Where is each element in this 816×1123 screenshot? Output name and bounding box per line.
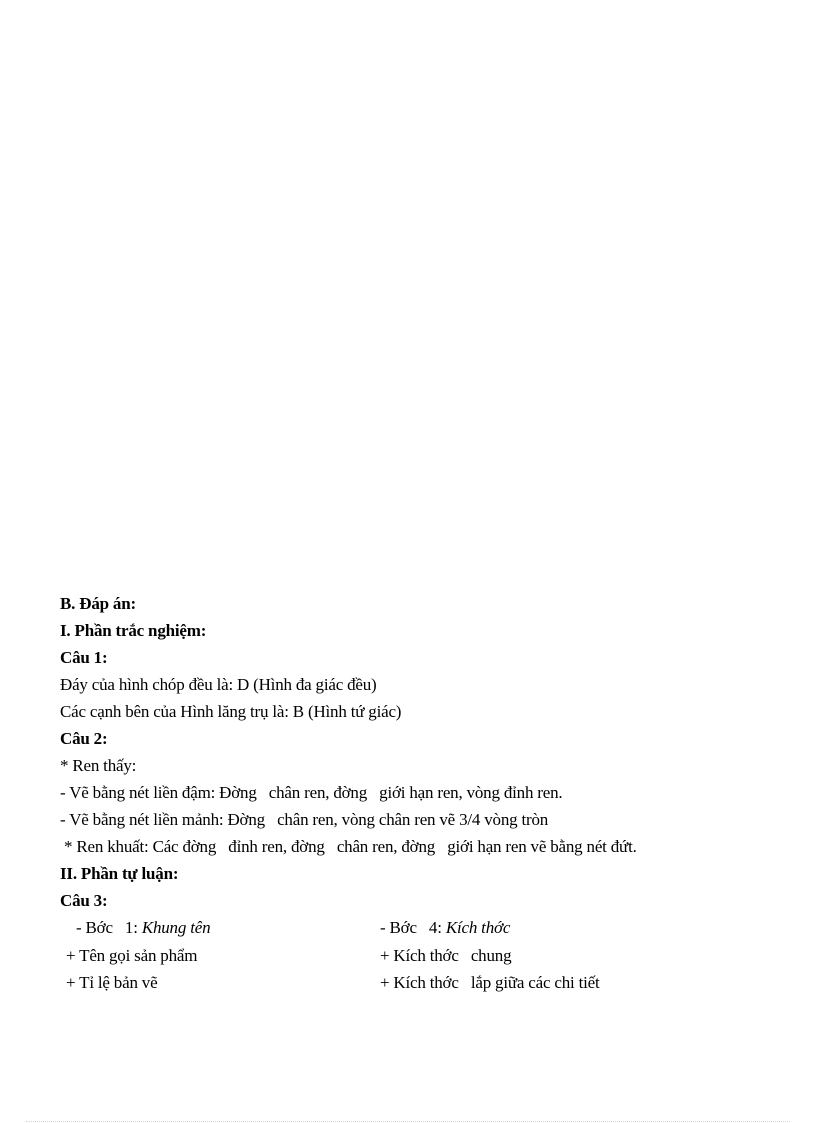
step4-title: Kích thớc [445,918,511,937]
step4-prefix: - Bớc 4: [380,918,446,937]
question1-answer-line: Đáy của hình chóp đều là: D (Hình đa giác đều) [60,675,377,694]
question1-answer-line: Các cạnh bên của Hình lăng trụ là: B (Hình tứ giác) [60,702,402,721]
question1-label: Câu 1: [60,648,108,667]
question3-label: Câu 3: [60,891,108,910]
step1-heading [76,918,210,938]
question2-answer-line: - Vẽ bằng nét liền mảnh: Đờng chân ren, vòng chân ren vẽ 3/4 vòng tròn [60,810,549,829]
step1-item: + Tên gọi sản phẩm [66,946,198,965]
step1-title: Khung tên [141,918,211,937]
answers-heading: B. Đáp án: [60,594,136,613]
question2-answer-line: * Ren khuất: Các đờng đỉnh ren, đờng chân ren, đờng giới hạn ren vẽ bằng nét đứt. [60,837,637,856]
step4-item: + Kích thớc chung [380,946,512,965]
part2-heading: II. Phần tự luận: [60,864,179,883]
question2-answer-line: * Ren thấy: [60,756,137,775]
question2-answer-line: - Vẽ bằng nét liền đậm: Đờng chân ren, đờng giới hạn ren, vòng đỉnh ren. [60,783,563,802]
step4-heading [380,918,510,938]
step4-item: + Kích thớc lắp giữa các chi tiết [380,973,600,992]
page-footer-rule [26,1121,790,1122]
part1-heading: I. Phần trắc nghiệm: [60,621,207,640]
question2-label: Câu 2: [60,729,108,748]
step1-item: + Tỉ lệ bản vẽ [66,973,158,992]
step1-prefix: - Bớc 1: [76,918,142,937]
